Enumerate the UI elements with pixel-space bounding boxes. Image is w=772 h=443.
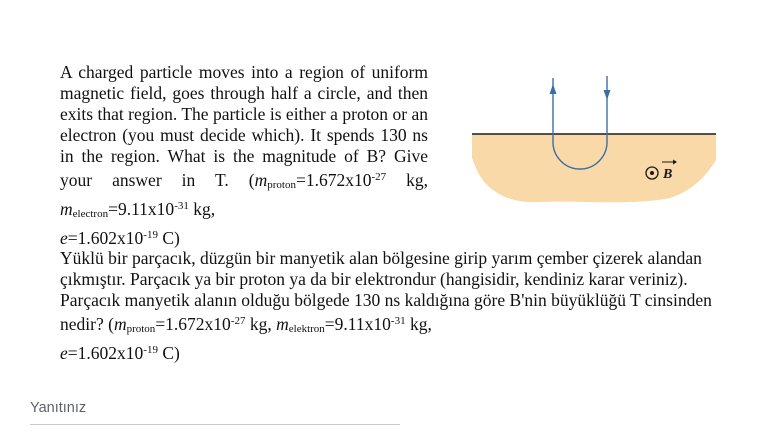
charge-symbol: e bbox=[60, 228, 68, 248]
mass-symbol: m bbox=[60, 199, 73, 219]
question-text-tr bbox=[60, 248, 720, 364]
charge-unit: C) bbox=[157, 343, 180, 363]
electron-subscript: electron bbox=[72, 208, 109, 220]
proton-mass-exponent: -27 bbox=[230, 315, 246, 327]
mass-symbol: m bbox=[276, 314, 289, 334]
proton-mass-value: =1.672x10 bbox=[295, 170, 372, 190]
unit-kg: kg, bbox=[188, 199, 216, 219]
b-field-label: B bbox=[663, 167, 673, 182]
unit-kg: kg, bbox=[405, 314, 432, 334]
mass-symbol: m bbox=[113, 314, 127, 334]
charge-value: =1.602x10 bbox=[67, 228, 144, 248]
field-region bbox=[472, 134, 716, 202]
mass-symbol: m bbox=[254, 170, 268, 190]
question-text-en bbox=[60, 62, 428, 249]
answer-input-placeholder[interactable]: Yanıtınız bbox=[30, 400, 87, 416]
proton-subscript: proton bbox=[267, 179, 296, 191]
figure-svg bbox=[470, 72, 718, 212]
proton-mass-exponent: -27 bbox=[371, 171, 387, 183]
charge-value: =1.602x10 bbox=[67, 343, 144, 363]
question-en-body: A charged particle moves into a region of uniform magnetic field, goes through half a circle, and then exits that region. The particle is either a proton or an electron (you must decide which). It spends 130 ns in the region. What is the magnitude of B? Give your answer in T. ( bbox=[60, 62, 428, 190]
field-out-dot-icon bbox=[650, 171, 654, 175]
answer-input-underline[interactable] bbox=[30, 424, 400, 425]
proton-mass-value: =1.672x10 bbox=[155, 314, 231, 334]
exit-arrow-icon bbox=[550, 84, 557, 94]
unit-kg: kg, bbox=[245, 314, 277, 334]
charge-unit: C) bbox=[157, 228, 180, 248]
entry-arrow-icon bbox=[604, 90, 611, 100]
charge-symbol: e bbox=[60, 343, 68, 363]
electron-mass-value: =9.11x10 bbox=[324, 314, 391, 334]
electron-mass-value: =9.11x10 bbox=[108, 199, 175, 219]
electron-subscript: elektron bbox=[288, 323, 325, 335]
electron-mass-exponent: -31 bbox=[174, 200, 189, 212]
magnetic-field-figure bbox=[470, 72, 718, 212]
charge-exponent: -19 bbox=[143, 229, 158, 241]
proton-subscript: proton bbox=[126, 323, 156, 335]
charge-exponent: -19 bbox=[143, 344, 158, 356]
unit-kg: kg, bbox=[386, 170, 429, 190]
question-tr-body: Yüklü bir parçacık, düzgün bir manyetik alan bölgesine girip yarım çember çizerek alandan çıkmıştır. Parçacık ya bir proton ya da bir elektrondur (hangisidir, kendiniz karar veriniz). Parçacık manyetik alanın olduğu bölgede 130 ns kaldığına göre B'nin büyüklüğü T cinsinden nedir? ( bbox=[60, 248, 712, 334]
electron-mass-exponent: -31 bbox=[390, 315, 406, 327]
